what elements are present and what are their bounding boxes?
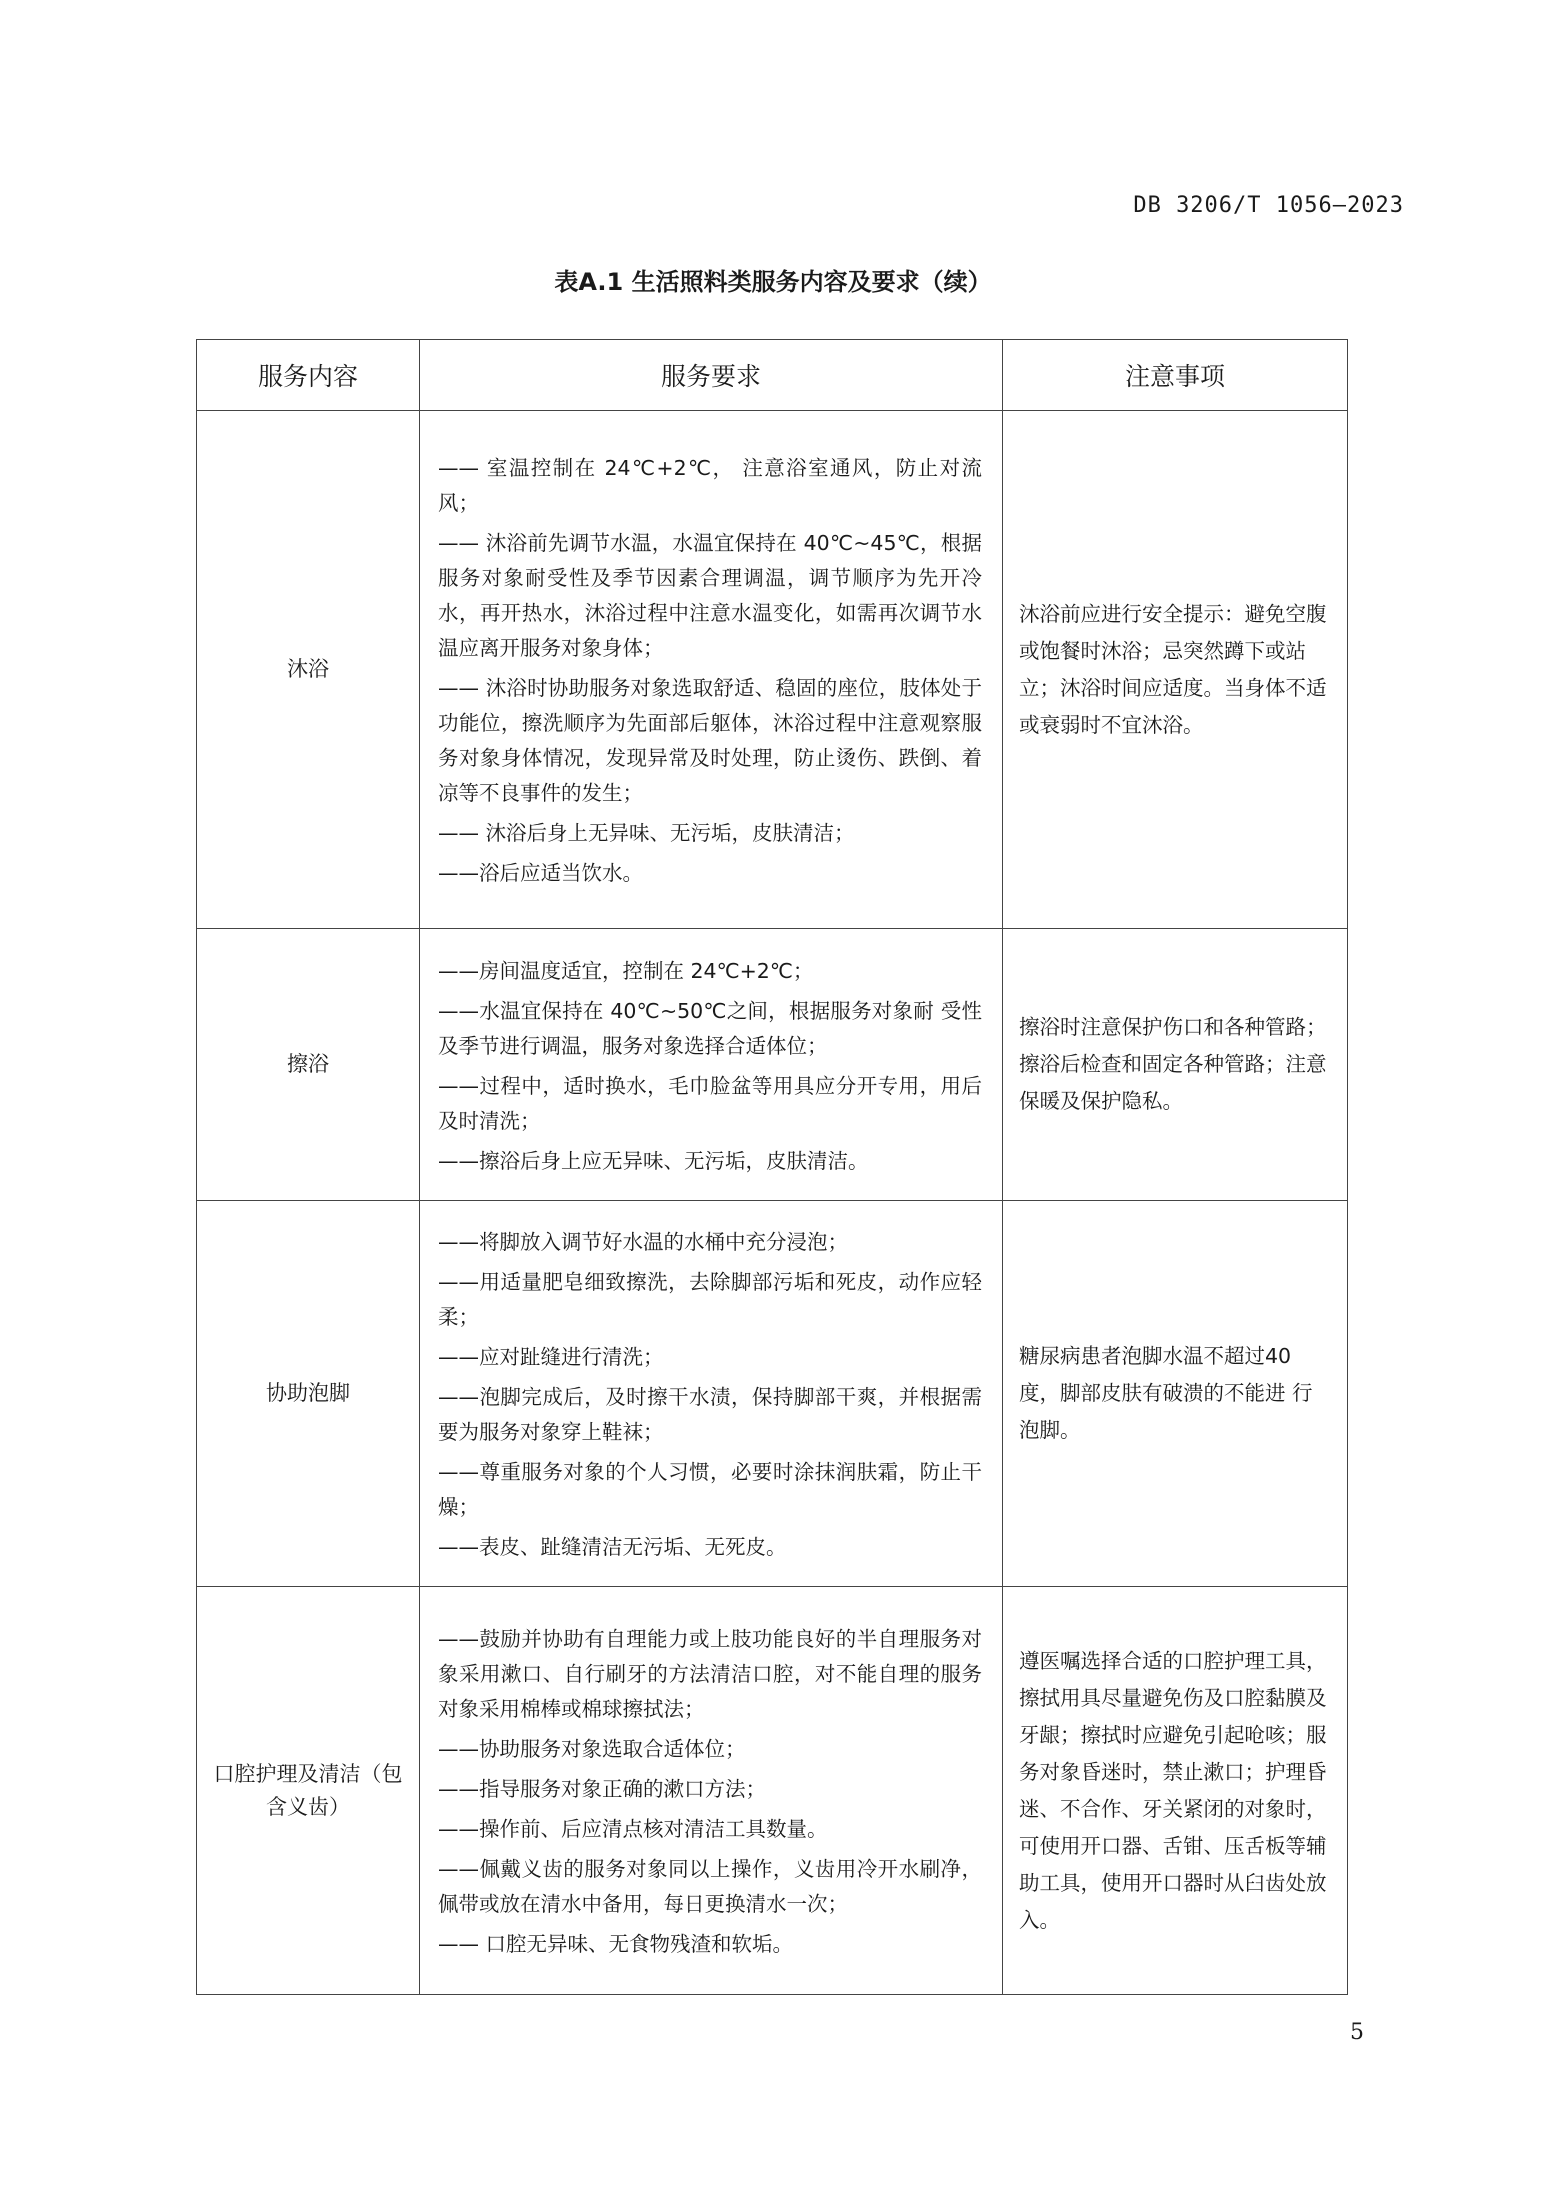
column-header: 注意事项 xyxy=(1003,340,1348,411)
table-row xyxy=(197,411,1348,929)
table-row xyxy=(197,929,1348,1201)
requirement-item: —— 沐浴时协助服务对象选取舒适、稳固的座位，肢体处于功能位，擦洗顺序为先面部后躯体，沐浴过程中注意观察服务对象身体情况，发现异常及时处理，防止烫伤、跌倒、着凉等不良事件的发生； xyxy=(438,676,982,805)
requirement-item: ——水温宜保持在 40℃~50℃之间，根据服务对象耐 受性及季节进行调温，服务对象选择合适体位； xyxy=(438,998,982,1058)
requirement-item: ——用适量肥皂细致擦洗，去除脚部污垢和死皮，动作应轻柔； xyxy=(438,1270,982,1329)
requirement-item: ——房间温度适宜，控制在 24℃+2℃； xyxy=(438,958,814,983)
column-header: 服务内容 xyxy=(197,340,420,411)
requirement-item: —— 室温控制在 24℃+2℃， 注意浴室通风，防止对流风； xyxy=(438,456,982,515)
requirement-item: ——指导服务对象正确的漱口方法； xyxy=(438,1777,766,1801)
service-content-cell: 沐浴 xyxy=(197,411,420,929)
requirement-item: ——泡脚完成后，及时擦干水渍，保持脚部干爽，并根据需要为服务对象穿上鞋袜； xyxy=(438,1385,982,1444)
requirement-item: ——将脚放入调节好水温的水桶中充分浸泡； xyxy=(438,1230,848,1254)
notes-cell: 糖尿病患者泡脚水温不超过40度，脚部皮肤有破溃的不能进 行泡脚。 xyxy=(1003,1201,1348,1587)
requirement-item: ——过程中，适时换水，毛巾脸盆等用具应分开专用，用后及时清洗； xyxy=(438,1073,982,1133)
requirement-item: ——尊重服务对象的个人习惯，必要时涂抹润肤霜，防止干燥； xyxy=(438,1460,982,1519)
notes-cell: 遵医嘱选择合适的口腔护理工具，擦拭用具尽量避免伤及口腔黏膜及牙龈；擦拭时应避免引起呛咳；服务对象昏迷时，禁止漱口；护理昏迷、不合作、牙关紧闭的对象时，可使用开口器、舌钳、压舌板等辅助工具，使用开口器时从臼齿处放入。 xyxy=(1003,1587,1348,1995)
requirement-item: —— 口腔无异味、无食物残渣和软垢。 xyxy=(438,1932,794,1956)
requirement-item: ——表皮、趾缝清洁无污垢、无死皮。 xyxy=(438,1535,787,1559)
requirement-item: —— 沐浴前先调节水温，水温宜保持在 40℃~45℃，根据服务对象耐受性及季节因素合理调温，调节顺序为先开冷水，再开热水，沐浴过程中注意水温变化，如需再次调节水温应离开服务对象身体； xyxy=(438,531,982,660)
table-header-row xyxy=(197,340,1348,411)
requirement-item: ——操作前、后应清点核对清洁工具数量。 xyxy=(438,1817,828,1841)
page-number: 5 xyxy=(1350,2020,1364,2045)
service-requirements-cell xyxy=(420,1201,1003,1587)
requirement-item: —— 沐浴后身上无异味、无污垢，皮肤清洁； xyxy=(438,821,855,845)
service-content-cell: 擦浴 xyxy=(197,929,420,1201)
notes-cell: 擦浴时注意保护伤口和各种管路；擦浴后检查和固定各种管路；注意保暖及保护隐私。 xyxy=(1003,929,1348,1201)
service-content-cell: 协助泡脚 xyxy=(197,1201,420,1587)
column-header: 服务要求 xyxy=(420,340,1003,411)
table-row xyxy=(197,1201,1348,1587)
notes-cell: 沐浴前应进行安全提示：避免空腹或饱餐时沐浴；忌突然蹲下或站立；沐浴时间应适度。当身体不适或衰弱时不宜沐浴。 xyxy=(1003,411,1348,929)
requirement-item: ——佩戴义齿的服务对象同以上操作，义齿用冷开水刷净，佩带或放在清水中备用，每日更换清水一次； xyxy=(438,1857,982,1916)
service-requirements-cell xyxy=(420,411,1003,929)
requirement-item: ——浴后应适当饮水。 xyxy=(438,861,643,885)
service-requirements-cell xyxy=(420,1587,1003,1995)
service-table xyxy=(196,339,1348,1995)
service-requirements-cell xyxy=(420,929,1003,1201)
table-row xyxy=(197,1587,1348,1995)
requirement-item: ——协助服务对象选取合适体位； xyxy=(438,1737,746,1761)
requirement-item: ——擦浴后身上应无异味、无污垢，皮肤清洁。 xyxy=(438,1148,869,1173)
table-title: 表A.1 生活照料类服务内容及要求（续） xyxy=(554,268,992,296)
requirement-item: ——应对趾缝进行清洗； xyxy=(438,1345,664,1369)
service-content-cell: 口腔护理及清洁（包含义齿） xyxy=(197,1587,420,1995)
requirement-item: ——鼓励并协助有自理能力或上肢功能良好的半自理服务对象采用漱口、自行刷牙的方法清洁口腔，对不能自理的服务对象采用棉棒或棉球擦拭法； xyxy=(438,1627,982,1721)
document-code: DB 3206/T 1056—2023 xyxy=(1133,193,1404,218)
